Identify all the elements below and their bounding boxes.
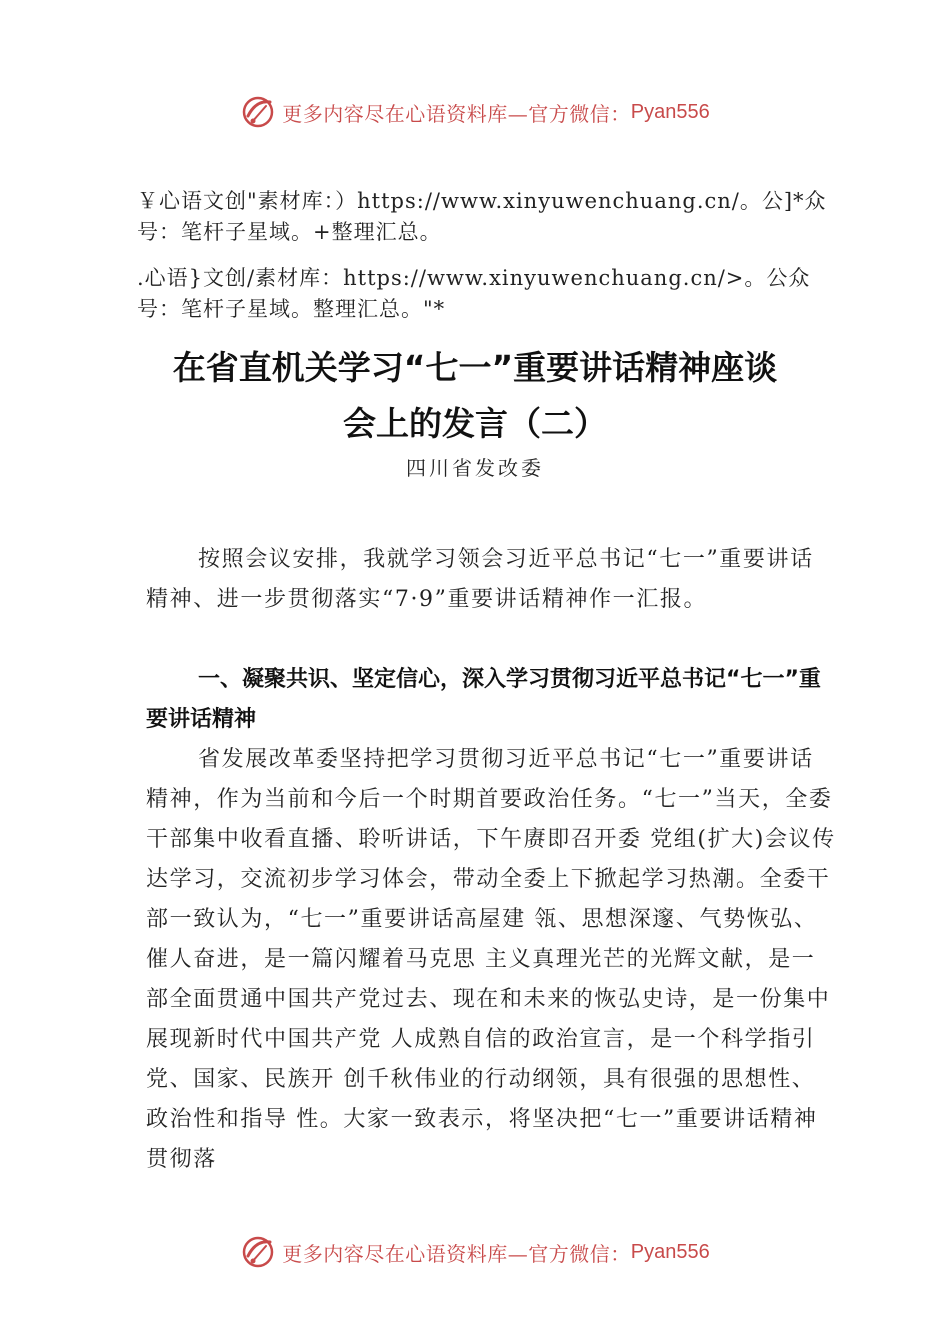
paragraph-body: 省发展改革委坚持把学习贯彻习近平总书记“七一”重要讲话精神，作为当前和今后一个时期首要政治任务。“七一”当天，全委干部集中收看直播、聆听讲话，下午赓即召开委 党组(扩大)会议传达学习，交流初步学习体会，带动全委上下掀起学习热潮。全委干部一致认为，“七一”重要讲话高屋建 瓴、思想深邃、气势恢弘、催人奋进，是一篇闪耀着马克思 主义真理光芒的光辉文献，是一部全面贯通中国共产党过去、现在和未来的恢弘史诗，是一份集中展现新时代中国共产党 人成熟自信的政治宣言，是一个科学指引党、国家、民族开 创千秋伟业的行动纲领，具有很强的思想性、政治性和指导 性。大家一致表示，将坚决把“七一”重要讲话精神贯彻落 (146, 747, 836, 1172)
header-watermark-banner (0, 92, 950, 132)
section-heading-1: 一、凝聚共识、坚定信心，深入学习贯彻习近平总书记“七一”重要讲话精神 (146, 667, 821, 732)
banner-wechat-id: Pyan556 (630, 1240, 710, 1263)
footer-watermark-banner (0, 1232, 950, 1272)
author-line: 四川省发改委 (406, 456, 544, 480)
banner-text: 更多内容尽在心语资料库—官方微信： (282, 1241, 631, 1266)
paragraph-intro: 按照会议安排，我就学习领会习近平总书记“七一”重要讲话精神、进一步贯彻落实“7·9”重要讲话精神作一汇报。 (146, 547, 814, 612)
title-line-1: 在省直机关学习“七一”重要讲话精神座谈 (172, 348, 778, 387)
title-line-2: 会上的发言（二） (343, 404, 607, 443)
document-title (100, 340, 850, 452)
banner-text: 更多内容尽在心语资料库—官方微信： (282, 101, 631, 126)
banner-wechat-id: Pyan556 (630, 100, 710, 123)
brush-logo-icon (240, 1234, 276, 1270)
source-note-line-1: ￥心语文创"素材库：）https://www.xinyuwenchuang.cn/。公]*众号：笔杆子星域。+整理汇总。 (137, 189, 827, 244)
brush-logo-icon (240, 94, 276, 130)
source-note-line-2: .心语}文创/素材库：https://www.xinyuwenchuang.cn/>。公众号：笔杆子星域。整理汇总。"* (137, 266, 811, 321)
